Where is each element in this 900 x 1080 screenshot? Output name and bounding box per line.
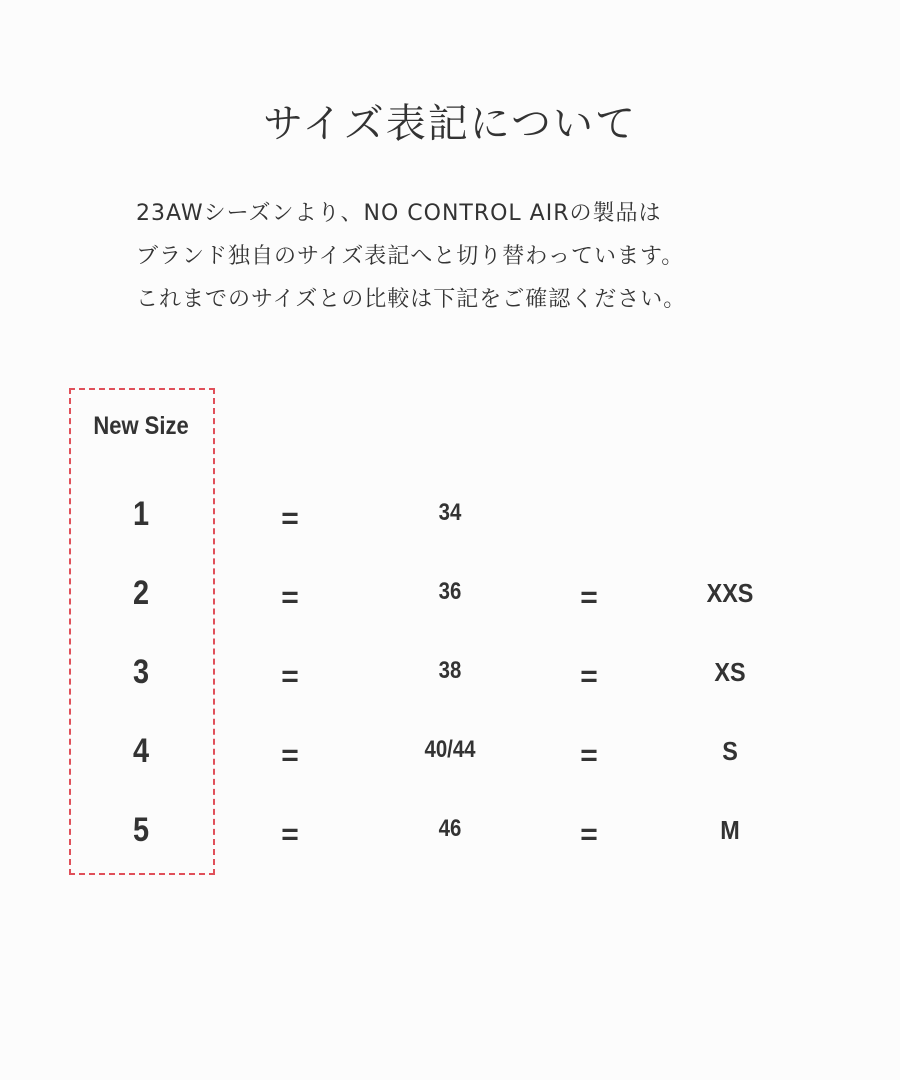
equals-sign: =: [281, 581, 299, 614]
letter-size-cell: M: [720, 815, 740, 845]
equals-sign: =: [281, 818, 299, 851]
numeric-size-cell: 46: [438, 815, 462, 842]
new-size-cell: 5: [132, 811, 150, 849]
equals-sign: =: [281, 739, 299, 772]
intro-line-1: 23AWシーズンより、NO CONTROL AIRの製品は: [136, 201, 662, 226]
new-size-cell: 4: [132, 732, 150, 770]
new-size-cell: 1: [132, 495, 150, 533]
new-size-cell: 2: [132, 574, 150, 612]
equals-sign: =: [580, 581, 598, 614]
letter-size-cell: [685, 475, 775, 554]
table-row: [0, 554, 900, 633]
intro-text: [136, 192, 836, 321]
intro-line-3: これまでのサイズとの比較は下記をご確認ください。: [136, 287, 687, 312]
table-row: [0, 791, 900, 870]
letter-size-cell: XS: [714, 657, 746, 687]
letter-size-cell: XXS: [706, 578, 754, 608]
equals-sign: =: [580, 739, 598, 772]
numeric-size-cell: 36: [438, 578, 462, 605]
numeric-size-cell: 40/44: [424, 736, 476, 763]
letter-size-cell: S: [722, 736, 738, 766]
equals-sign: =: [580, 660, 598, 693]
numeric-size-cell: 38: [438, 657, 462, 684]
page-title: サイズ表記について: [263, 101, 637, 147]
numeric-size-cell: 34: [438, 499, 462, 526]
intro-line-2: ブランド独自のサイズ表記へと切り替わっています。: [136, 244, 685, 269]
equals-sign: =: [580, 818, 598, 851]
new-size-cell: 3: [132, 653, 150, 691]
table-row: [0, 475, 900, 554]
size-conversion-table: [0, 475, 900, 870]
equals-sign: =: [281, 502, 299, 535]
equals-sign: [559, 475, 619, 554]
table-row: [0, 712, 900, 791]
table-row: [0, 633, 900, 712]
equals-sign: =: [281, 660, 299, 693]
new-size-header: New Size: [93, 412, 189, 440]
